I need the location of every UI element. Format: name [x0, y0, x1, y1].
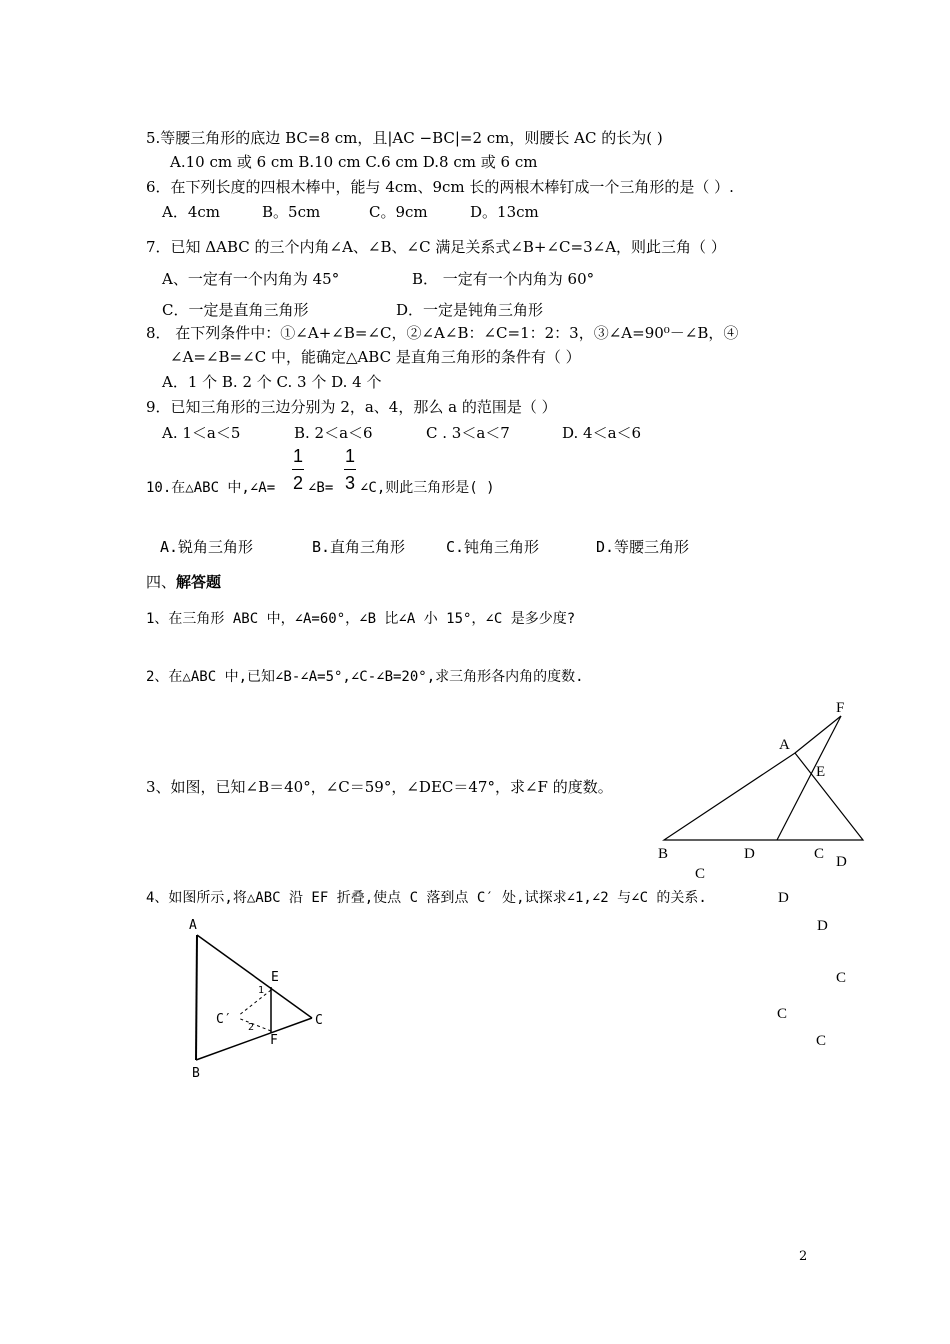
q10-option-b: B.直角三角形 [312, 538, 406, 556]
fig3-label-e: E [816, 764, 826, 780]
fig4-label-e: E [271, 970, 279, 985]
fig3-label-a: A [779, 737, 790, 753]
q6-option-d: D。13cm [470, 203, 539, 221]
q6-stem: 6．在下列长度的四根木棒中，能与 4cm、9cm 长的两根木棒钉成一个三角形的是（ ）. [146, 178, 734, 196]
q6-option-a: A．4cm [162, 203, 221, 221]
fig4-dashed-fc [238, 1018, 271, 1031]
q8-stem-line1: 8． 在下列条件中：①∠A+∠B=∠C，②∠A∠B：∠C=1：2：3，③∠A=90⁰－∠B，④ [146, 324, 739, 342]
fig4-label-f: F [270, 1033, 278, 1048]
q10-frac2-numerator: 1 [344, 446, 355, 466]
stray-label-c-1: C [836, 970, 847, 986]
page-number: 2 [799, 1249, 808, 1264]
fig4-label-a: A [189, 918, 197, 933]
fig4-label-2: 2 [248, 1022, 255, 1033]
q10-part3: ∠C,则此三角形是( ) [360, 480, 495, 496]
q10-option-c: C.钝角三角形 [446, 538, 540, 556]
stray-label-c-3: C [816, 1033, 827, 1049]
q10-part1: 10.在△ABC 中,∠A= [146, 480, 276, 496]
fig4-label-c: C [315, 1013, 323, 1028]
problem-3: 3、如图，已知∠B＝40°，∠C＝59°，∠DEC＝47°，求∠F 的度数。 [146, 778, 613, 796]
q9-option-c: C . 3＜a＜7 [426, 424, 510, 442]
q9-option-a: A. 1＜a＜5 [162, 424, 241, 442]
q9-option-b: B. 2＜a＜6 [294, 424, 373, 442]
q6-option-b: B。5cm [262, 203, 321, 221]
problem-2: 2、在△ABC 中,已知∠B-∠A=5°,∠C-∠B=20°,求三角形各内角的度数. [146, 669, 584, 685]
fig3-label-c-stray: C [695, 866, 706, 882]
fig3-label-b: B [658, 846, 669, 862]
q10-part2: ∠B= [308, 480, 334, 496]
problem-4: 4、如图所示,将△ABC 沿 EF 折叠,使点 C 落到点 C′ 处,试探求∠1,∠2 与∠C 的关系. [146, 890, 707, 906]
q8-options: A．1 个 B. 2 个 C. 3 个 D. 4 个 [162, 373, 382, 391]
fig4-side-ac [197, 935, 312, 1018]
problem-1: 1、在三角形 ABC 中，∠A=60°，∠B 比∠A 小 15°，∠C 是多少度? [146, 611, 576, 627]
fig4-side-ab [196, 935, 197, 1060]
q6-option-c: C。9cm [369, 203, 428, 221]
fig3-label-c: C [814, 846, 825, 862]
q9-option-d: D. 4＜a＜6 [562, 424, 642, 442]
section-title: 解答题 [176, 573, 222, 591]
q5-options: A.10 cm 或 6 cm B.10 cm C.6 cm D.8 cm 或 6 cm [170, 153, 538, 171]
fig3-label-d-stray: D [836, 854, 847, 870]
q10-frac1-denominator: 2 [292, 473, 303, 493]
q7-option-c: C．一定是直角三角形 [162, 301, 309, 319]
section-prefix: 四、 [146, 573, 177, 591]
q7-stem: 7．已知 ΔABC 的三个内角∠A、∠B、∠C 满足关系式∠B+∠C=3∠A，则此三角（ ） [146, 238, 726, 256]
q9-stem: 9．已知三角形的三边分别为 2，a、4，那么 a 的范围是（ ） [146, 398, 557, 416]
q10-option-d: D.等腰三角形 [596, 538, 690, 556]
q10-frac1-numerator: 1 [292, 446, 303, 466]
q10-option-a: A.锐角三角形 [160, 538, 254, 556]
stray-label-c-2: C [777, 1006, 788, 1022]
fig3-label-d: D [744, 846, 755, 862]
fig4-label-1: 1 [258, 985, 265, 996]
q8-stem-line2: ∠A=∠B=∠C 中，能确定△ABC 是直角三角形的条件有（ ） [170, 348, 581, 366]
fig4-label-cprime: C′ [216, 1012, 232, 1027]
q7-option-d: D．一定是钝角三角形 [396, 301, 544, 319]
q10-frac2-denominator: 3 [344, 473, 355, 493]
fig4-dashed-ec [238, 990, 271, 1016]
q5-stem: 5.等腰三角形的底边 BC=8 cm，且|AC −BC|=2 cm，则腰长 AC 的长为( ) [146, 129, 663, 147]
stray-label-d-2: D [817, 918, 828, 934]
fig4-label-b: B [192, 1066, 200, 1081]
fig3-label-f: F [836, 700, 845, 716]
q7-option-b: B． 一定有一个内角为 60° [412, 270, 595, 288]
q7-option-a: A、一定有一个内角为 45° [162, 270, 340, 288]
stray-label-d-1: D [778, 890, 789, 906]
